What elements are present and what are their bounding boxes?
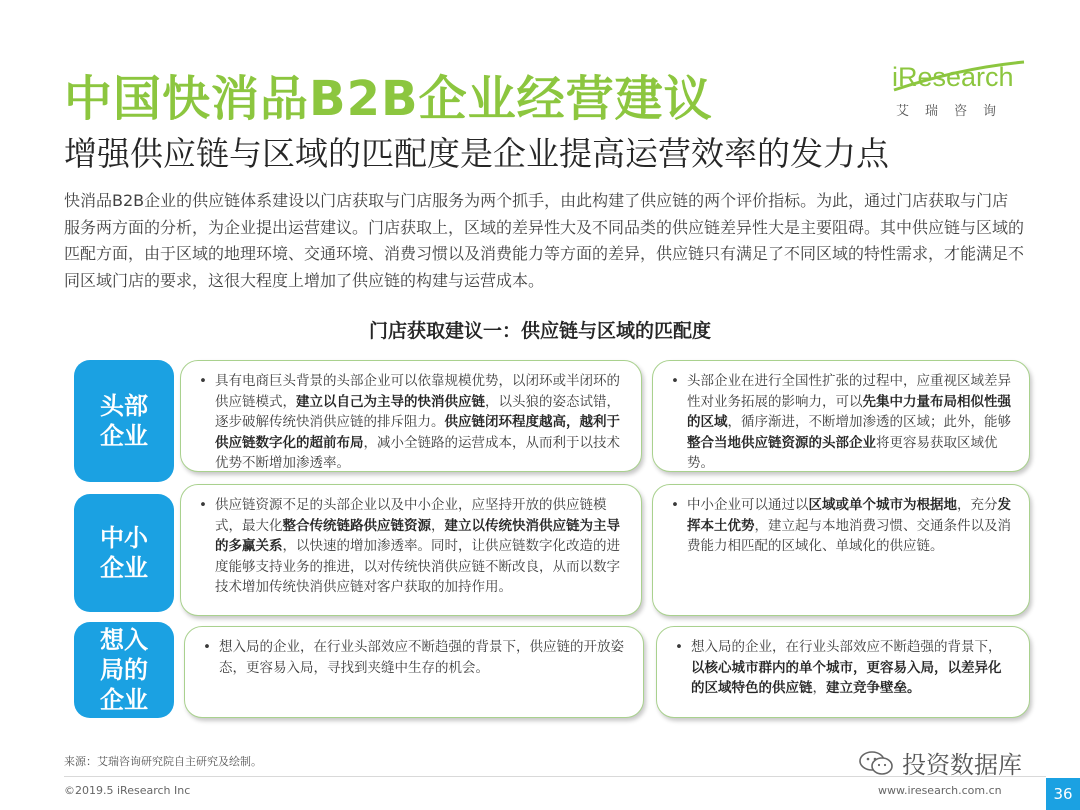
source-note: 来源：艾瑞咨询研究院自主研究及绘制。 [64, 755, 262, 768]
logo-subtext: 艾瑞咨询 [896, 104, 1013, 119]
page-title: 中国快消品B2B企业经营建议 [64, 71, 713, 127]
section-title: 门店获取建议一：供应链与区域的匹配度 [368, 320, 711, 342]
card-text: ，建立起与本地消费习惯、交通条件以及消费能力相匹配的区域化、单域化的供应链。 [687, 517, 1011, 554]
card-text-bold: 整合传统链路供应链资源 [282, 517, 431, 534]
row-label-head-enterprise [74, 360, 174, 482]
iresearch-logo [890, 62, 1026, 120]
card-new-entrant-left [184, 626, 644, 718]
row-label-text: 头部企业 [100, 392, 148, 450]
watermark-text: 投资数据库 [902, 751, 1022, 779]
footer-copyright: ©2019.5 iResearch Inc [64, 784, 191, 797]
watermark [858, 745, 1022, 780]
card-text-bold: 建立以传统快消供应链为主导的多赢关系 [215, 517, 620, 554]
card-text: 具有电商巨头背景的头部企业可以依靠规模优势，以闭环或半闭环的供应链模式， [215, 373, 620, 410]
card-text-bold: 区域或单个城市为根据地 [808, 497, 957, 513]
card-text: 将更容易获取区域优势。 [687, 434, 998, 471]
card-text: 供应链资源不足的头部企业以及中小企业，应坚持开放的供应链模式，最大化 [215, 497, 607, 534]
card-text: ，充分 [957, 497, 998, 513]
page-number: 36 [1046, 778, 1080, 810]
card-text-bold: 发挥本土优势 [687, 497, 1011, 534]
card-text: 头部企业在进行全国性扩张的过程中，应重视区域差异性对业务拓展的影响力，可以 [687, 373, 1011, 410]
page-subtitle: 增强供应链与区域的匹配度是企业提高运营效率的发力点 [64, 134, 889, 173]
card-sme-left [180, 484, 642, 616]
intro-paragraph: 快消品B2B企业的供应链体系建设以门店获取与门店服务为两个抓手，由此构建了供应链的两个评价指标。为此，通过门店获取与门店服务两方面的分析，为企业提出运营建议。门店获取上，区域的差异性大及不同品类的供应链差异性大是主要阻碍。其中供应链与区域的匹配方面，由于区域的地理环境、交通环境、消费习惯以及消费能力等方面的差异，供应链只有满足了不同区域的特性需求，才能满足不同区域门店的要求，这很大程度上增加了供应链的构建与运营成本。 [64, 191, 1025, 290]
card-text: 中小企业可以通过以 [687, 497, 809, 513]
card-text-bold: 整合当地供应链资源的头部企业 [687, 434, 876, 451]
card-text-bold: 供应链闭环程度越高，越利于供应链数字化的超前布局 [215, 414, 620, 451]
card-text: ，以头狼的姿态试错，逐步破解传统快消供应链的排斥阻力。 [215, 393, 620, 430]
row-label-text: 中小企业 [100, 524, 148, 582]
row-label-new-entrant [74, 622, 174, 718]
row-label-text: 想入局的企业 [100, 626, 148, 714]
card-sme-right [652, 484, 1030, 616]
card-text: 想入局的企业，在行业头部效应不断趋强的背景下， [691, 639, 1002, 655]
card-text: 想入局的企业，在行业头部效应不断趋强的背景下，供应链的开放姿态，更容易入局，寻找到夹缝中生存的机会。 [219, 639, 624, 676]
card-text: ，减小全链路的运营成本，从而利于以技术优势不断增加渗透率。 [215, 434, 620, 471]
card-head-enterprise-left [180, 360, 642, 472]
logo-text: iResearch [892, 62, 1014, 92]
wechat-icon [858, 750, 894, 776]
card-text-bold: 建立以自己为主导的快消供应链 [296, 393, 485, 410]
card-new-entrant-right [656, 626, 1030, 718]
card-text-bold: 先集中力量布局相似性强的区域 [687, 393, 1011, 430]
card-text: ，循序渐进，不断增加渗透的区域；此外，能够 [727, 414, 1011, 430]
card-text-bold: 以核心城市群内的单个城市，更容易入局，以差异化的区域特色的供应链 [691, 659, 1002, 696]
card-text: ， [431, 517, 445, 534]
row-label-sme [74, 494, 174, 612]
card-text: ， [812, 680, 826, 696]
footer-url: www.iresearch.com.cn [878, 784, 1002, 797]
card-head-enterprise-right [652, 360, 1030, 472]
card-text: ，以快速的增加渗透率。同时，让供应链数字化改造的进度能够支持业务的推进，以对传统快消供应链不断改良，从而以数字技术增加传统快消供应链对客户获取的加持作用。 [215, 538, 620, 595]
card-text-bold: 建立竞争壁垒。 [826, 680, 921, 696]
